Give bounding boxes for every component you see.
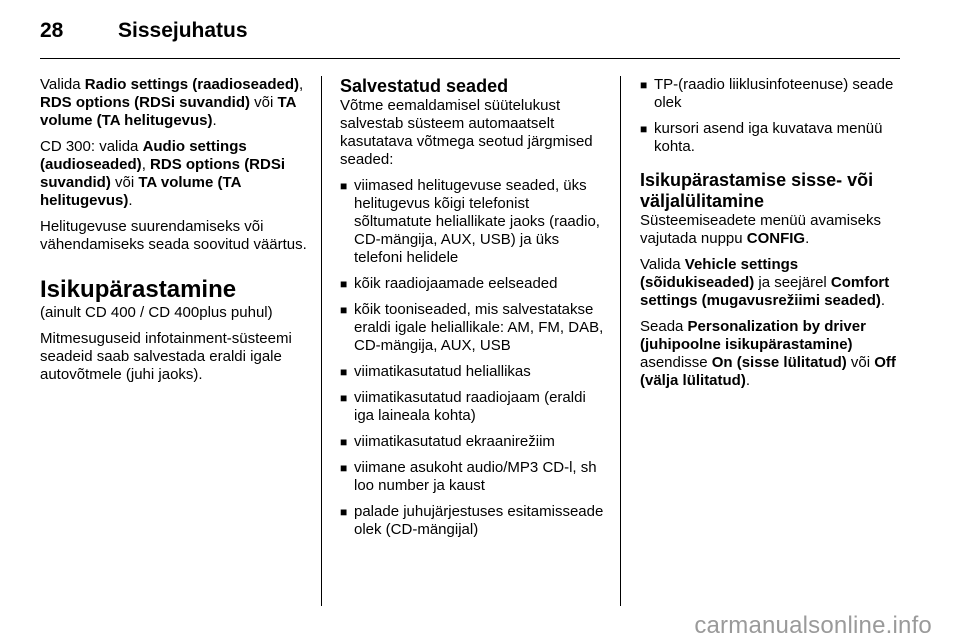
menu-term: Comfort settings (mugavusrežiimi seaded)	[640, 274, 890, 309]
saved-settings-intro: Võtme eemaldamisel süütelukust salvestab süsteem automaatselt kasutatava võtmega seotud järgmised seaded:	[340, 97, 593, 168]
list-item	[340, 363, 608, 381]
personalization-heading: Isikupärastamine	[40, 276, 237, 303]
column-1	[40, 76, 308, 392]
text-span: .	[880, 292, 886, 309]
page-number: 28	[40, 19, 64, 42]
text-span: Valida	[640, 256, 685, 273]
watermark: carmanualsonline.info	[694, 612, 932, 639]
text-span: või	[250, 94, 278, 111]
list-item-text: palade juhujärjestuses esitamisseade olek (CD-mängijal)	[354, 503, 604, 538]
list-item	[340, 389, 608, 425]
list-item	[640, 76, 908, 112]
column-3	[640, 76, 908, 398]
text-span: CD 300: valida	[40, 138, 143, 155]
bullet-icon: ■	[340, 435, 348, 449]
list-item	[340, 177, 608, 267]
list-item	[340, 503, 608, 539]
radio-settings-paragraph	[40, 76, 308, 130]
bullet-icon: ■	[340, 365, 348, 379]
text-span: .	[128, 192, 133, 209]
menu-term: RDS options (RDSi suvandid)	[40, 156, 286, 191]
saved-settings-list	[340, 177, 608, 539]
bullet-icon: ■	[340, 461, 348, 475]
list-item	[340, 275, 608, 293]
list-item-text: viimane asukoht audio/MP3 CD-l, sh loo number ja kaust	[354, 459, 597, 494]
text-span: Süsteemiseadete menüü avamiseks vajutada nuppu	[640, 212, 881, 247]
volume-paragraph: Helitugevuse suurendamiseks või vähendamiseks seada soovitud väärtus.	[40, 218, 307, 253]
text-span: ,	[298, 76, 304, 93]
vehicle-settings-paragraph	[640, 256, 908, 310]
menu-term: Off (välja lülitatud)	[640, 354, 896, 389]
list-item-text: viimatikasutatud raadiojaam (eraldi iga laineala kohta)	[354, 389, 586, 424]
menu-term: TA volume (TA helitugevus)	[40, 174, 241, 209]
list-item-text: TP-(raadio liiklusinfoteenuse) seade olek	[654, 76, 894, 111]
menu-term: Audio settings (audioseaded)	[40, 138, 247, 173]
bullet-icon: ■	[640, 78, 648, 92]
personalization-driver-paragraph	[640, 318, 908, 390]
list-item	[340, 301, 608, 355]
column-divider-1	[321, 76, 322, 606]
bullet-icon: ■	[340, 505, 348, 519]
bullet-icon: ■	[340, 179, 348, 193]
menu-term: RDS options (RDSi suvandid)	[40, 94, 250, 111]
text-span: .	[212, 112, 217, 129]
list-item-text: viimatikasutatud heliallikas	[354, 363, 531, 380]
menu-term: On (sisse lülitatud)	[711, 354, 847, 371]
bullet-icon: ■	[340, 391, 348, 405]
bullet-icon: ■	[340, 303, 348, 317]
list-item	[340, 459, 608, 495]
saved-settings-heading: Salvestatud seaded	[340, 76, 509, 96]
text-span: või	[846, 354, 875, 371]
header-rule	[40, 58, 900, 59]
menu-term: Vehicle settings (sõidukiseaded)	[640, 256, 799, 291]
column-2	[340, 76, 608, 547]
toggle-personalization-heading: Isikupärastamise sisse- või väljalülitamine	[640, 170, 874, 211]
text-span: või	[110, 174, 139, 191]
text-span: asendisse	[640, 354, 712, 371]
config-paragraph	[640, 212, 908, 248]
section-title: Sissejuhatus	[118, 19, 248, 42]
list-item	[340, 433, 608, 451]
list-item-text: kõik raadiojaamade eelseaded	[354, 275, 558, 292]
button-term: CONFIG	[746, 230, 806, 247]
text-span: ja seejärel	[754, 274, 831, 291]
text-span: .	[805, 230, 810, 247]
bullet-icon: ■	[640, 122, 648, 136]
menu-term: TA volume (TA helitugevus)	[40, 94, 296, 129]
cd300-paragraph	[40, 138, 308, 210]
personalization-paragraph: Mitmesuguseid infotainment-süsteemi seadeid saab salvestada eraldi igale autovõtmele (juhi jaoks).	[40, 330, 292, 383]
models-note: (ainult CD 400 / CD 400plus puhul)	[40, 304, 273, 321]
saved-settings-list-continued	[640, 76, 908, 156]
menu-term: Personalization by driver (juhipoolne isikupärastamine)	[640, 318, 866, 353]
text-span: .	[745, 372, 751, 389]
list-item-text: viimased helitugevuse seaded, üks helitugevus kõigi telefonist sõltumatute heliallikate jaoks (raadio, CD-mängija, AUX, USB) ja üks telefoni helidele	[354, 177, 600, 266]
bullet-icon: ■	[340, 277, 348, 291]
menu-term: Radio settings (raadioseaded)	[84, 76, 299, 93]
page-header	[40, 18, 248, 44]
list-item-text: kõik tooniseaded, mis salvestatakse eraldi igale heliallikale: AM, FM, DAB, CD-mängija, AUX, USB	[354, 301, 604, 354]
text-span: ,	[141, 156, 151, 173]
list-item	[640, 120, 908, 156]
column-divider-2	[620, 76, 621, 606]
text-span: Valida	[40, 76, 85, 93]
list-item-text: kursori asend iga kuvatava menüü kohta.	[654, 120, 883, 155]
list-item-text: viimatikasutatud ekraanirežiim	[354, 433, 555, 450]
text-span: Seada	[640, 318, 688, 335]
